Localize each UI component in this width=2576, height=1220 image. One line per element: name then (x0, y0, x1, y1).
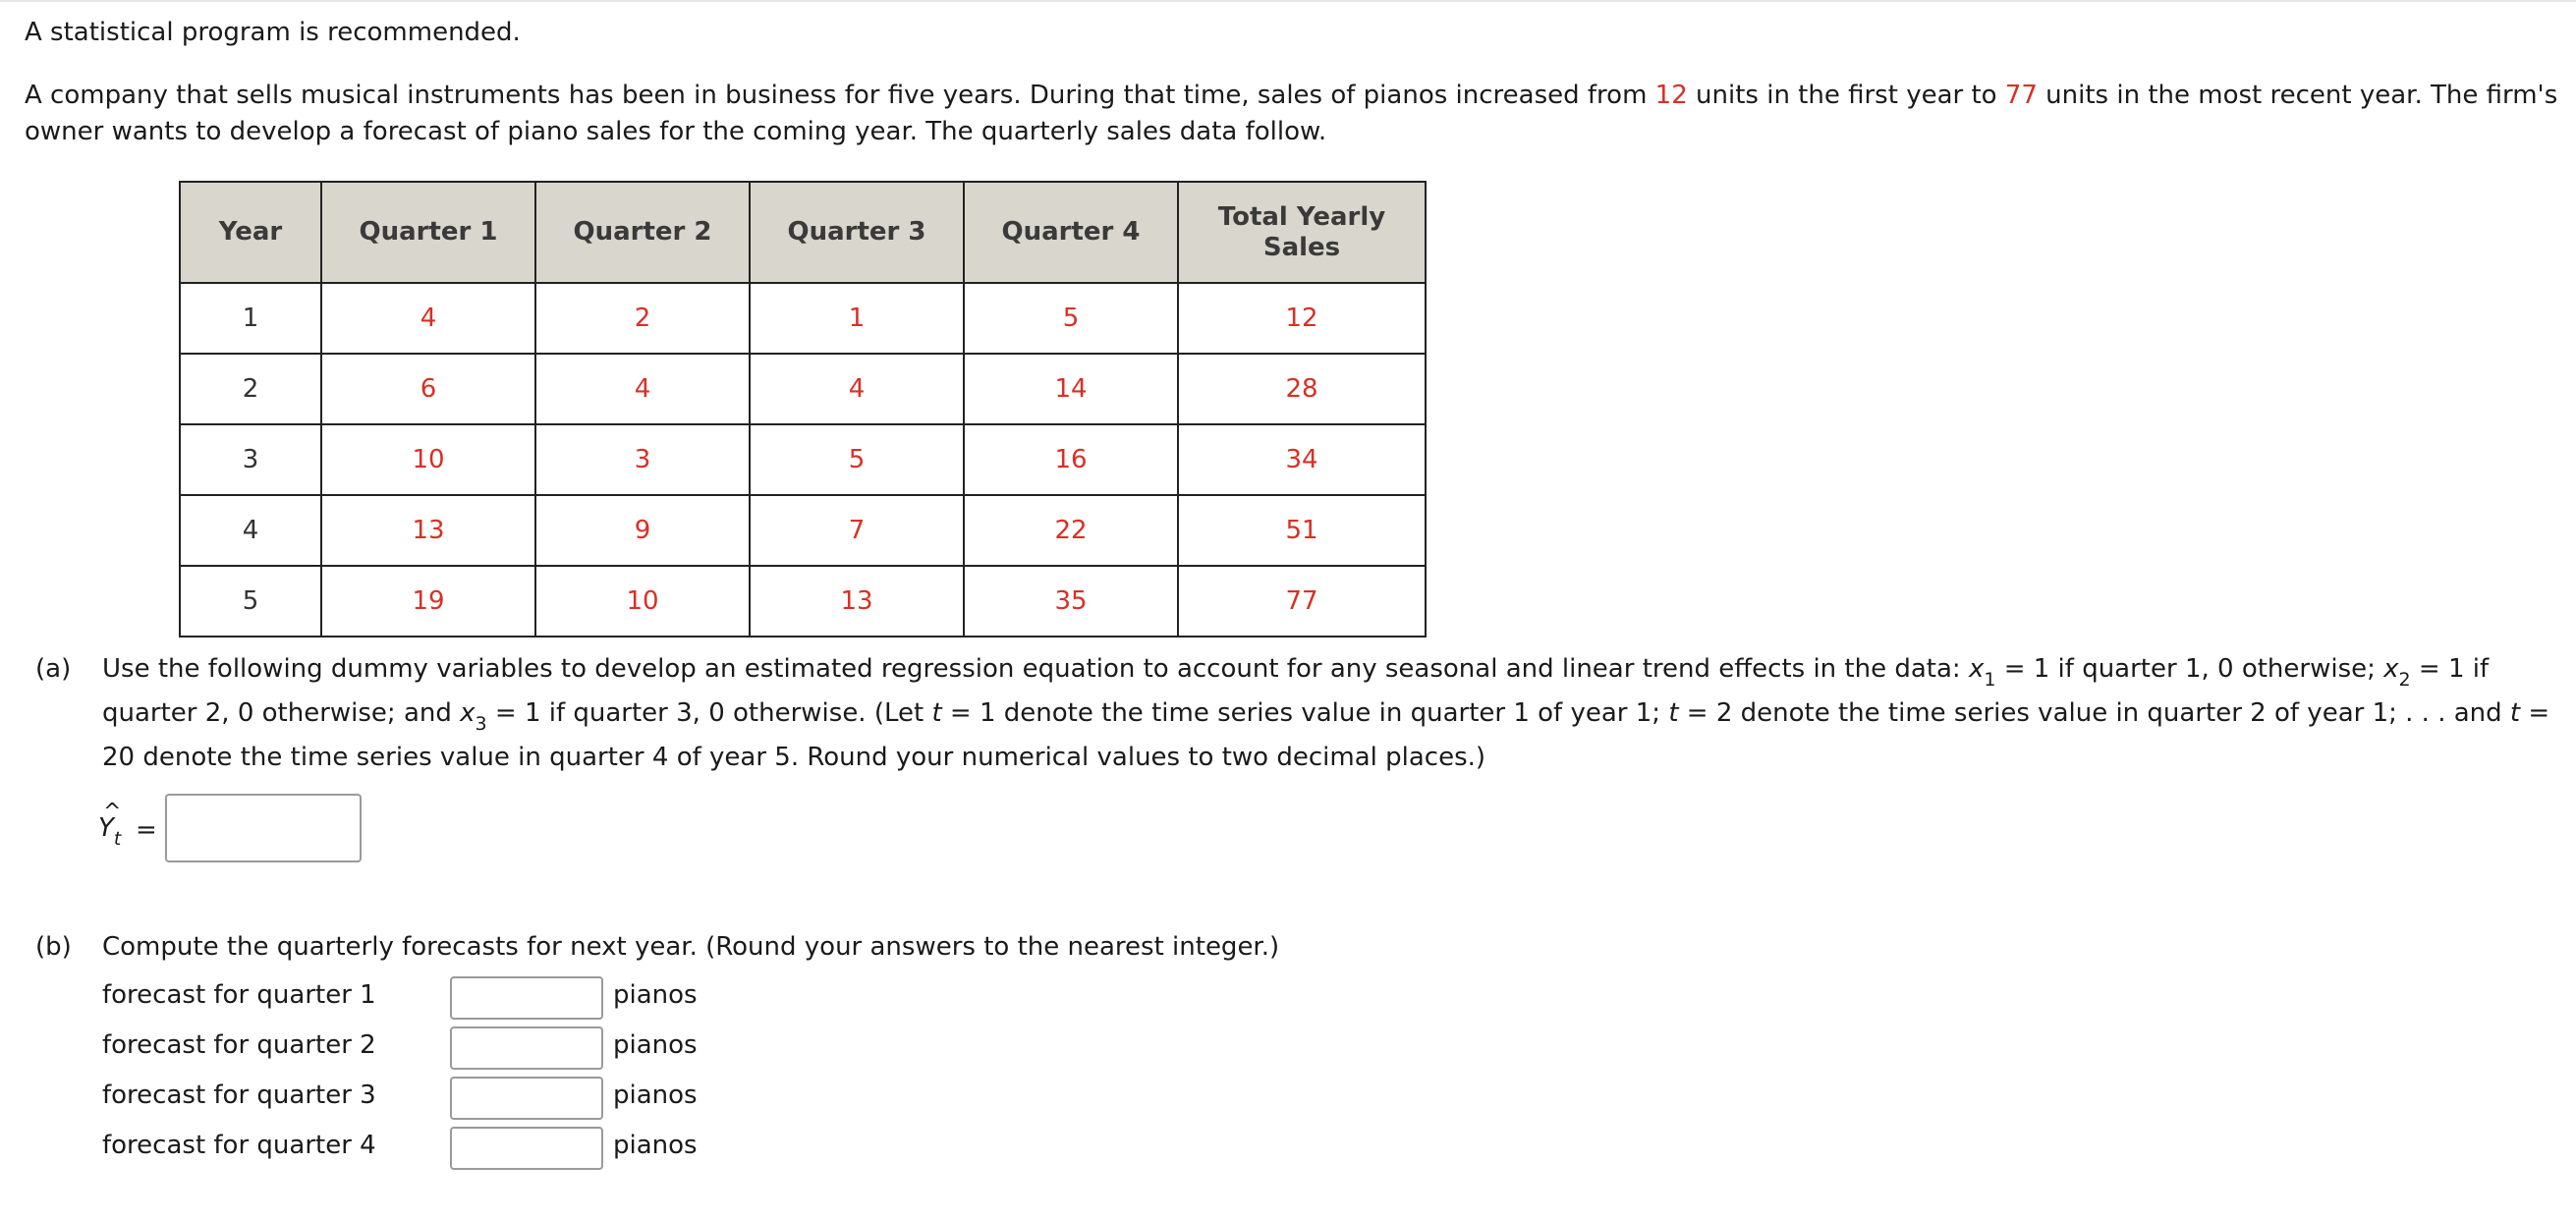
table-cell: 6 (321, 354, 535, 424)
forecast-label: forecast for quarter 4 (102, 1131, 376, 1160)
header-total-yearly-sales: Total Yearly Sales (1178, 182, 1426, 283)
unit-label: pianos (613, 980, 698, 1010)
problem-statement (25, 78, 2576, 150)
table-cell: 1 (750, 283, 964, 354)
part-b-label: (b) (35, 932, 72, 962)
forecast-label: forecast for quarter 1 (102, 980, 376, 1010)
part-b-instructions: Compute the quarterly forecasts for next year. (Round your answers to the nearest integer.) (102, 932, 1280, 962)
table-row (180, 354, 1426, 424)
table-row (180, 566, 1426, 637)
first-year-units: 12 (1654, 81, 1688, 110)
table-cell: 4 (535, 354, 750, 424)
part-a-label: (a) (35, 654, 72, 684)
table-cell: 4 (750, 354, 964, 424)
part-a (35, 648, 2576, 779)
part-a-text: = 20 denote the time series value in quarter 4 of year 5. Round your numerical values to two decimal places.) (102, 698, 2550, 772)
year-cell: 3 (180, 424, 321, 495)
header-quarter-1: Quarter 1 (321, 182, 535, 283)
part-a-text: = 1 if quarter 2, 0 otherwise; and (102, 654, 2490, 728)
table-row (180, 495, 1426, 566)
variable-x1: x (1968, 654, 1985, 684)
total-cell: 28 (1178, 354, 1426, 424)
table-cell: 4 (321, 283, 535, 354)
subscript-3: 3 (475, 713, 487, 735)
forecast-label: forecast for quarter 2 (102, 1030, 376, 1060)
variable-t: t (1668, 698, 1679, 728)
table-row (180, 283, 1426, 354)
problem-text-2: units in the first year to (1687, 81, 2005, 110)
year-cell: 5 (180, 566, 321, 637)
unit-label: pianos (613, 1081, 698, 1110)
part-a-text: = 1 denote the time series value in quarter 1 of year 1; (941, 698, 1669, 728)
forecast-q1-input[interactable] (450, 976, 603, 1020)
table-cell: 5 (750, 424, 964, 495)
forecast-label: forecast for quarter 3 (102, 1081, 376, 1110)
total-cell: 34 (1178, 424, 1426, 495)
year-cell: 1 (180, 283, 321, 354)
forecast-q3-input[interactable] (450, 1077, 603, 1120)
header-quarter-3: Quarter 3 (750, 182, 964, 283)
table-cell: 19 (321, 566, 535, 637)
part-a-text: Use the following dummy variables to develop an estimated regression equation to account for any seasonal and linear trend effects in the data: (102, 654, 1969, 684)
table-cell: 3 (535, 424, 750, 495)
recent-year-units: 77 (2004, 81, 2038, 110)
problem-text-3: units in the most recent year. The firm's owner wants to develop a forecast of piano sales for the coming year. The quarterly sales data follow. (25, 81, 2558, 146)
top-divider (0, 0, 2576, 2)
table-cell: 14 (964, 354, 1178, 424)
problem-text-1: A company that sells musical instruments has been in business for five years. During that time, sales of pianos increased from (25, 81, 1655, 110)
hat-accent: ^ (103, 800, 122, 824)
table-cell: 22 (964, 495, 1178, 566)
table-cell: 10 (321, 424, 535, 495)
total-cell: 12 (1178, 283, 1426, 354)
subscript-1: 1 (1984, 669, 1996, 691)
total-cell: 51 (1178, 495, 1426, 566)
total-cell: 77 (1178, 566, 1426, 637)
table-cell: 9 (535, 495, 750, 566)
y-hat-symbol (98, 800, 122, 850)
table-row (180, 424, 1426, 495)
part-b (35, 926, 2576, 969)
year-cell: 4 (180, 495, 321, 566)
part-a-text: = 1 if quarter 1, 0 otherwise; (1995, 654, 2384, 684)
question-content (25, 15, 2569, 638)
table-header-row (180, 182, 1426, 283)
subscript-2: 2 (2398, 669, 2411, 691)
unit-label: pianos (613, 1131, 698, 1160)
equals-sign: = (136, 815, 157, 845)
table-cell: 13 (750, 566, 964, 637)
variable-t: t (931, 698, 942, 728)
header-year: Year (180, 182, 321, 283)
recommendation-note: A statistical program is recommended. (25, 18, 521, 47)
forecast-q4-input[interactable] (450, 1127, 603, 1170)
subscript-t: t (113, 828, 122, 850)
forecast-q2-input[interactable] (450, 1026, 603, 1070)
part-a-text: = 2 denote the time series value in quarter 2 of year 1; . . . and (1678, 698, 2510, 728)
table-cell: 5 (964, 283, 1178, 354)
table-cell: 2 (535, 283, 750, 354)
variable-t: t (2509, 698, 2521, 728)
regression-equation-input[interactable] (165, 794, 362, 862)
table-cell: 10 (535, 566, 750, 637)
header-quarter-2: Quarter 2 (535, 182, 750, 283)
year-cell: 2 (180, 354, 321, 424)
part-a-instructions (102, 648, 2576, 779)
unit-label: pianos (613, 1030, 698, 1060)
part-a-text: = 1 if quarter 3, 0 otherwise. (Let (486, 698, 932, 728)
sales-table (179, 181, 1427, 638)
y-letter: Y (98, 813, 114, 843)
table-cell: 35 (964, 566, 1178, 637)
header-quarter-4: Quarter 4 (964, 182, 1178, 283)
variable-x3: x (460, 698, 476, 728)
variable-x2: x (2383, 654, 2399, 684)
table-cell: 7 (750, 495, 964, 566)
table-cell: 16 (964, 424, 1178, 495)
table-cell: 13 (321, 495, 535, 566)
